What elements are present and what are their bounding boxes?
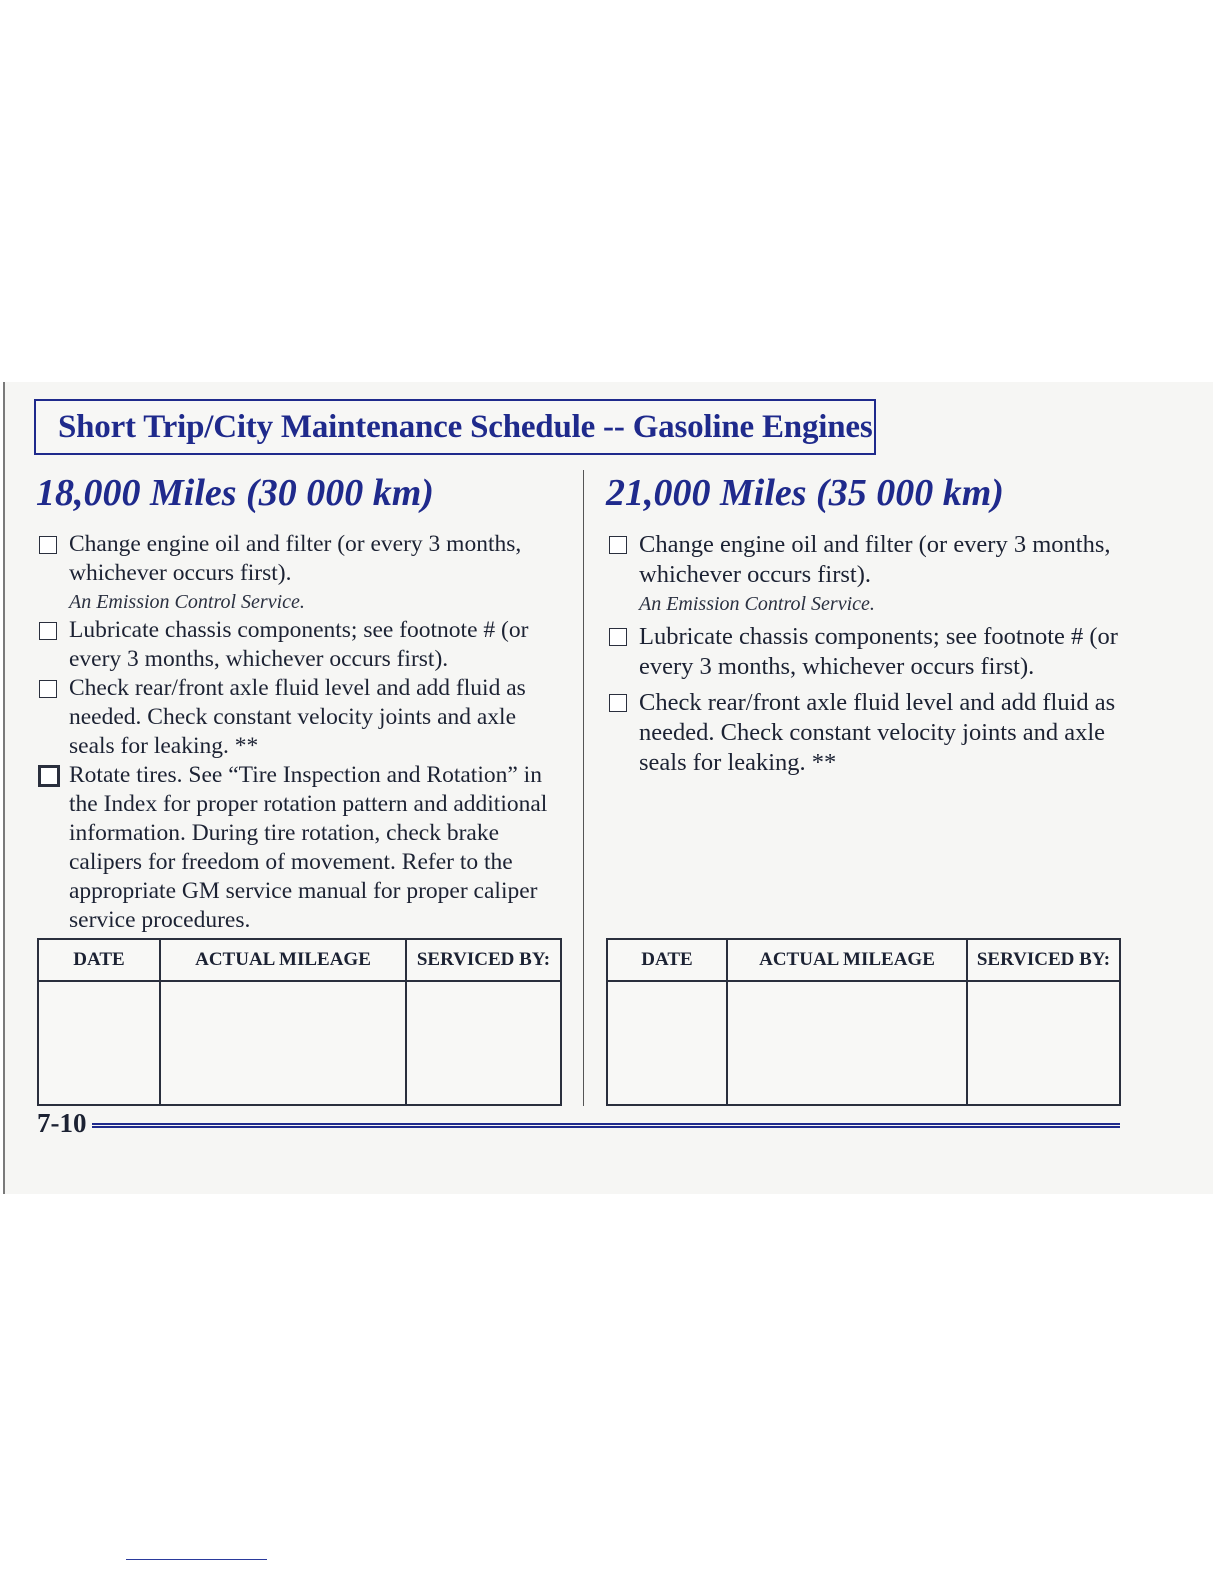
service-log-table	[606, 938, 1121, 1106]
serviced-by-cell[interactable]	[406, 981, 561, 1105]
checklist-item	[606, 688, 1126, 778]
interval-heading: 18,000 Miles (30 000 km)	[36, 472, 434, 514]
interval-heading: 21,000 Miles (35 000 km)	[606, 472, 1004, 514]
actual-mileage-header: ACTUAL MILEAGE	[727, 939, 967, 981]
checklist-item	[606, 530, 1126, 618]
checkbox-icon[interactable]	[39, 680, 57, 698]
checkbox-icon[interactable]	[609, 628, 627, 646]
actual-mileage-cell[interactable]	[160, 981, 406, 1105]
schedule-title: Short Trip/City Maintenance Schedule -- Gasoline Engines	[58, 408, 873, 445]
emission-note: An Emission Control Service.	[69, 591, 305, 613]
item-text: Lubricate chassis components; see footnote # (or every 3 months, whichever occurs first).	[639, 623, 1118, 680]
item-text: Change engine oil and filter (or every 3 months, whichever occurs first).	[69, 531, 522, 586]
serviced-by-cell[interactable]	[967, 981, 1120, 1105]
actual-mileage-header: ACTUAL MILEAGE	[160, 939, 406, 981]
checklist-item	[36, 674, 566, 761]
item-text: Rotate tires. See “Tire Inspection and Rotation” in the Index for proper rotation pattern and additional information. During tire rotation, check brake calipers for freedom of movement. Refer to the appropriate GM service manual for proper caliper service procedures.	[69, 762, 548, 933]
item-text: Lubricate chassis components; see footnote # (or every 3 months, whichever occurs first).	[69, 617, 529, 672]
checklist-item	[606, 622, 1126, 682]
page-edge-rule	[3, 382, 5, 1194]
date-cell[interactable]	[38, 981, 160, 1105]
item-text: Check rear/front axle fluid level and add fluid as needed. Check constant velocity joints and axle seals for leaking. **	[69, 675, 526, 759]
checklist-item	[36, 761, 566, 935]
item-text: Change engine oil and filter (or every 3 months, whichever occurs first).	[639, 531, 1111, 588]
checkbox-icon[interactable]	[39, 622, 57, 640]
footer-rule	[92, 1123, 1120, 1128]
checkbox-icon[interactable]	[609, 694, 627, 712]
serviced-by-header: SERVICED BY:	[967, 939, 1120, 981]
table-row	[38, 981, 561, 1105]
page-number: 7-10	[37, 1108, 87, 1138]
serviced-by-header: SERVICED BY:	[406, 939, 561, 981]
checkbox-icon[interactable]	[39, 536, 57, 554]
date-header: DATE	[607, 939, 727, 981]
checklist-item	[36, 616, 566, 674]
checkbox-icon[interactable]	[38, 765, 60, 787]
table-row	[607, 981, 1120, 1105]
column-divider	[583, 470, 584, 1106]
emission-note: An Emission Control Service.	[639, 593, 875, 615]
table-header-row	[607, 939, 1120, 981]
checklist-item	[36, 530, 566, 616]
date-cell[interactable]	[607, 981, 727, 1105]
actual-mileage-cell[interactable]	[727, 981, 967, 1105]
date-header: DATE	[38, 939, 160, 981]
footnote-rule	[126, 1559, 267, 1560]
checkbox-icon[interactable]	[609, 536, 627, 554]
interval-21000-column	[606, 470, 1126, 778]
table-header-row	[38, 939, 561, 981]
schedule-title-box	[34, 399, 876, 455]
item-text: Check rear/front axle fluid level and add fluid as needed. Check constant velocity joints and axle seals for leaking. **	[639, 689, 1116, 776]
service-log-table	[37, 938, 562, 1106]
interval-18000-column	[36, 470, 566, 935]
